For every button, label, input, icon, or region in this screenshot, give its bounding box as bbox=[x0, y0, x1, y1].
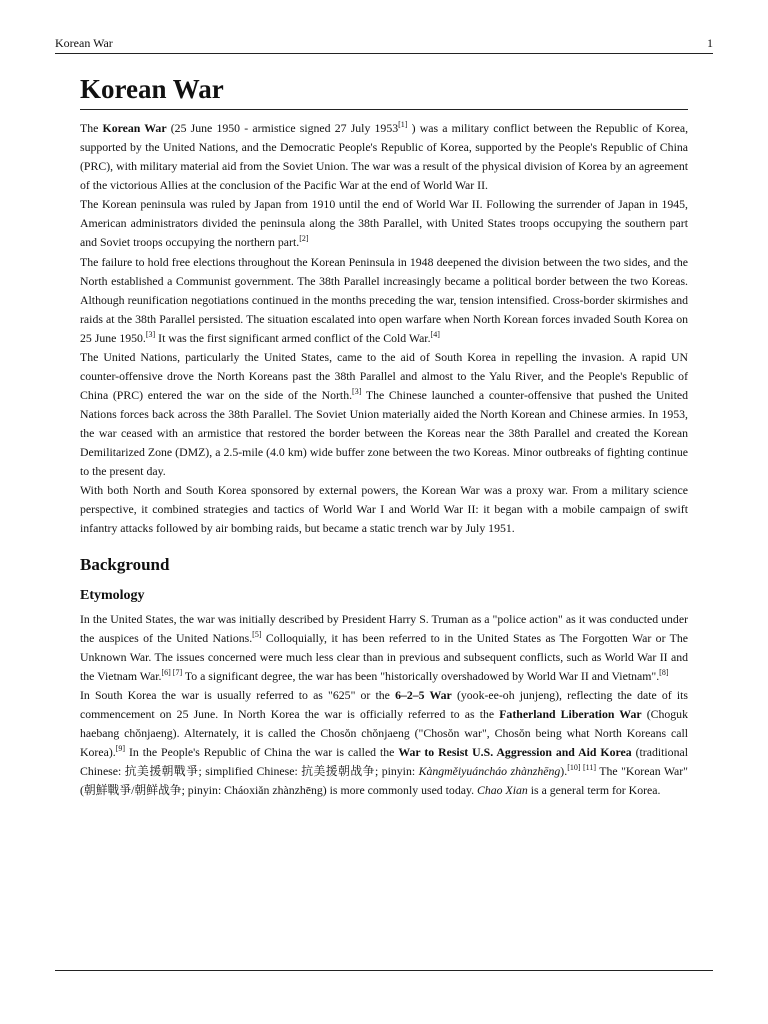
text: The Korean peninsula was ruled by Japan from 1910 until the end of World War II. Following the surrender of Japan in 1945, American administrators divided the peninsula along the 38th Parallel, with United States troops occupying the southern part and Soviet troops occupying the northern part. bbox=[80, 197, 688, 250]
citation-link[interactable]: [4] bbox=[430, 329, 440, 339]
citation-link[interactable]: [7] bbox=[170, 668, 183, 678]
text: ) was a military conflict between the Republic of Korea, supported by the United Nations, and the Democratic People's Republic of Korea, supported by the People's Republic of China (PRC), with military material aid from the Soviet Union. The war was a result of the physical division of Korea by an agreement of the victorious Allies at the conclusion of the Pacific War at the end of World War II. bbox=[80, 121, 689, 192]
bold-term: War to Resist U.S. Aggression and Aid Korea bbox=[398, 745, 632, 760]
text: is a general term for Korea. bbox=[527, 783, 661, 798]
text: The United Nations, particularly the United States, came to the aid of South Korea in repelling the invasion. A rapid UN counter-offensive drove the North Koreans past the 38th Parallel and almost to the Yalu River, and the People's Republic of China (PRC) entered the war on the side of the North. bbox=[80, 349, 688, 402]
subsection-heading-etymology: Etymology bbox=[80, 588, 145, 603]
page-title: Korean War bbox=[80, 74, 224, 104]
text: (Choguk haebang chŏnjaeng). Alternately, it is called the Chosŏn chŏnjaeng ("Chosŏn war", Chosŏn being what North Koreans call Korea). bbox=[80, 707, 688, 760]
running-title: Korean War bbox=[55, 36, 113, 50]
bold-term: 6–2–5 War bbox=[395, 688, 452, 703]
text: The bbox=[80, 121, 103, 135]
intro-paragraph-5 bbox=[80, 481, 688, 538]
italic-term: Kàngměiyuáncháo zhànzhēng bbox=[418, 764, 561, 779]
intro-paragraph-1 bbox=[80, 119, 688, 195]
text: Colloquially, it has been referred to in the United States as The Forgotten War or The Unknown War. The issues concerned were much less clear than in previous and subsequent conflicts, such as World War II and the Vietnam War. bbox=[80, 631, 688, 683]
citation-link[interactable]: [2] bbox=[299, 234, 309, 244]
citation-link[interactable]: [1] bbox=[398, 120, 408, 130]
text: To a significant degree, the war has been "historically overshadowed by World War II and Vietnam". bbox=[182, 669, 660, 683]
citation-link[interactable]: [11] bbox=[580, 763, 597, 773]
intro-paragraph-2 bbox=[80, 195, 688, 252]
citation-link[interactable]: [10] bbox=[567, 763, 581, 773]
text: The failure to hold free elections throughout the Korean Peninsula in 1948 deepened the division between the two sides, and the North established a Communist government. The 38th Parallel increasingly became a political border between the two Koreas. Although reunification negotiations continued in the months preceding the war, tension intensified. Cross-border skirmishes and raids at the 38th Parallel persisted. The situation escalated into open warfare when North Korean forces invaded South Korea on 25 June 1950. bbox=[80, 254, 688, 345]
etymology-paragraph-1 bbox=[80, 610, 688, 686]
citation-link[interactable]: [9] bbox=[115, 744, 126, 754]
text: ). bbox=[560, 764, 568, 779]
text: With both North and South Korea sponsored by external powers, the Korean War was a proxy war. From a military science perspective, it combined strategies and tactics of World War I and World War II: it began with a mobile campaign of swift infantry attacks followed by air bombing raids, but became a static trench war by July 1951. bbox=[80, 483, 688, 535]
text: In South Korea the war is usually referred to as "625" or the bbox=[80, 688, 396, 703]
header-rule bbox=[55, 53, 713, 54]
text: In the People's Republic of China the war is called the bbox=[125, 745, 399, 760]
footer-rule bbox=[55, 970, 713, 971]
text: (yook-ee-oh junjeng), reflecting the date of its commencement on 25 June. In North Korea the war is officially referred to as the bbox=[80, 688, 688, 722]
title-rule bbox=[80, 109, 688, 110]
citation-link[interactable]: [5] bbox=[252, 630, 262, 640]
section-heading-background: Background bbox=[80, 555, 170, 574]
text: It was the first significant armed conflict of the Cold War. bbox=[155, 330, 431, 345]
citation-link[interactable]: [8] bbox=[659, 668, 669, 678]
etymology-paragraph-2 bbox=[80, 686, 688, 800]
article-body bbox=[80, 119, 688, 801]
text: (25 June 1950 - armistice signed 27 July 1953 bbox=[166, 121, 399, 135]
intro-paragraph-3 bbox=[80, 253, 688, 348]
citation-link[interactable]: [3] bbox=[352, 386, 362, 396]
text: The Chinese launched a counter-offensive that pushed the United Nations forces back across the 38th Parallel. The Soviet Union materially aided the North Korean and Chinese armies. In 1953, the war ceased with an armistice that restored the border between the Koreas near the 38th Parallel and created the Korean Demilitarized Zone (DMZ), a 2.5-mile (4.0 km) wide buffer zone between the two Koreas. Minor outbreaks of fighting continue to the present day. bbox=[80, 387, 688, 478]
citation-link[interactable]: [6] bbox=[161, 668, 171, 678]
bold-term: Korean War bbox=[102, 121, 167, 135]
intro-paragraph-4 bbox=[80, 348, 688, 481]
text: In the United States, the war was initially described by President Harry S. Truman as a "police action" as it was conducted under the auspices of the United Nations. bbox=[80, 612, 688, 645]
bold-term: Fatherland Liberation War bbox=[499, 707, 642, 722]
citation-link[interactable]: [3] bbox=[145, 329, 156, 339]
page-number: 1 bbox=[707, 36, 713, 50]
text: The "Korean War" (朝鮮戰爭/朝鲜战争; pinyin: Cháoxiǎn zhànzhēng) is more commonly used today. bbox=[80, 764, 688, 798]
text: (traditional Chinese: 抗美援朝戰爭; simplified Chinese: 抗美援朝战争; pinyin: bbox=[80, 745, 688, 779]
italic-term: Chao Xian bbox=[477, 783, 528, 798]
running-header bbox=[55, 36, 713, 50]
